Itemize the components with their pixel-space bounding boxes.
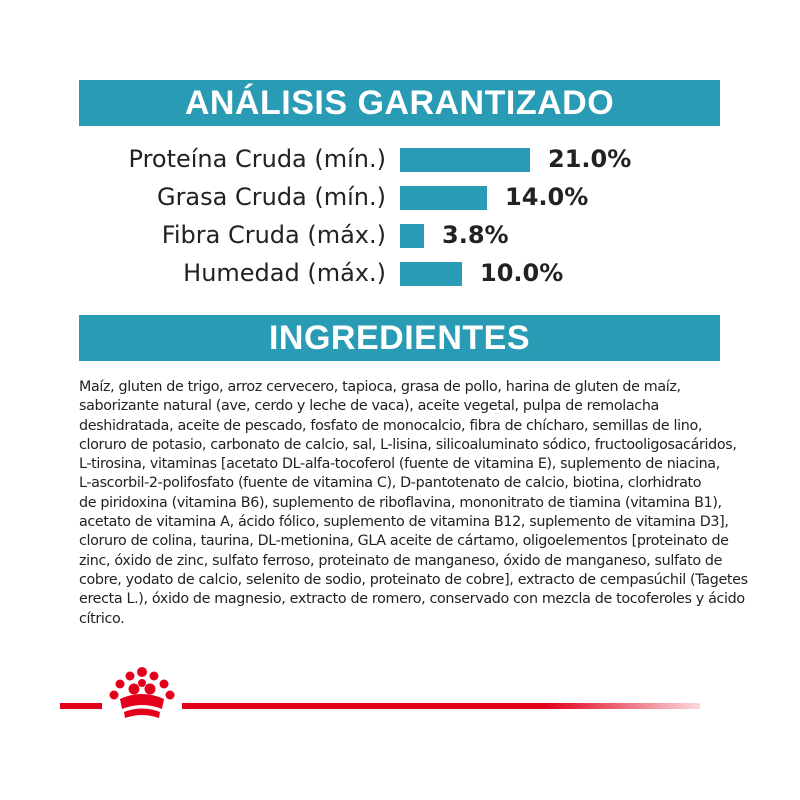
analysis-row-label: Grasa Cruda (mín.) bbox=[156, 183, 386, 211]
analysis-row bbox=[0, 180, 800, 214]
ingredients-line: L-tirosina, vitaminas [acetato DL-alfa-tocoferol (fuente de vitamina E), suplemento de niacina, bbox=[79, 456, 720, 473]
analysis-row bbox=[0, 256, 800, 290]
analysis-row-value: 10.0% bbox=[480, 259, 564, 287]
analysis-row-label: Fibra Cruda (máx.) bbox=[161, 221, 386, 249]
footer-line-left bbox=[60, 703, 102, 709]
ingredients-banner bbox=[79, 315, 720, 361]
ingredients-line: saborizante natural (ave, cerdo y leche de vaca), aceite vegetal, pulpa de remolacha bbox=[79, 398, 659, 415]
ingredients-line: Maíz, gluten de trigo, arroz cervecero, tapioca, grasa de pollo, harina de gluten de maíz, bbox=[79, 379, 681, 395]
analysis-row-bar bbox=[400, 224, 424, 248]
analysis-row-bar bbox=[400, 148, 530, 172]
analysis-row bbox=[0, 142, 800, 176]
royal-crown-icon bbox=[106, 665, 178, 721]
ingredients-line: L-ascorbil-2-polifosfato (fuente de vitamina C), D-pantotenato de calcio, biotina, clorhidrato bbox=[79, 475, 702, 492]
footer-line-right bbox=[182, 703, 700, 709]
analysis-title: ANÁLISIS GARANTIZADO bbox=[184, 84, 615, 122]
ingredients-list bbox=[79, 378, 748, 629]
ingredients-line: cítrico. bbox=[79, 610, 125, 627]
analysis-row-value: 14.0% bbox=[505, 183, 589, 211]
analysis-row-bar bbox=[400, 262, 462, 286]
ingredients-line: cloruro de colina, taurina, DL-metionina, GLA aceite de cártamo, oligoelementos [proteinato de bbox=[79, 533, 729, 550]
analysis-row-value: 21.0% bbox=[548, 145, 632, 173]
ingredients-title: INGREDIENTES bbox=[268, 319, 531, 357]
ingredients-line: cobre, yodato de calcio, selenito de sodio, proteinato de cobre], extracto de cempasúchil (Tagetes bbox=[79, 571, 748, 588]
analysis-row-label: Humedad (máx.) bbox=[183, 259, 386, 287]
analysis-row-value: 3.8% bbox=[442, 221, 509, 249]
ingredients-line: de piridoxina (vitamina B6), suplemento de riboflavina, mononitrato de tiamina (vitamina B1), bbox=[79, 494, 722, 511]
ingredients-line: acetato de vitamina A, ácido fólico, suplemento de vitamina B12, suplemento de vitamina D3], bbox=[79, 514, 729, 531]
ingredients-line: erecta L.), óxido de magnesio, extracto de romero, conservado con mezcla de tocoferoles y ácido bbox=[79, 591, 745, 608]
analysis-banner bbox=[79, 80, 720, 126]
analysis-row bbox=[0, 218, 800, 252]
ingredients-line: cloruro de potasio, carbonato de calcio, sal, L-lisina, silicoaluminato sódico, fructooligosacáridos, bbox=[79, 436, 737, 453]
analysis-row-bar bbox=[400, 186, 487, 210]
ingredients-line: zinc, óxido de zinc, sulfato ferroso, proteinato de manganeso, óxido de manganeso, sulfato de bbox=[79, 552, 723, 569]
ingredients-line: deshidratada, aceite de pescado, fosfato de monocalcio, fibra de chícharo, semillas de lino, bbox=[79, 417, 703, 434]
analysis-row-label: Proteína Cruda (mín.) bbox=[128, 145, 386, 173]
